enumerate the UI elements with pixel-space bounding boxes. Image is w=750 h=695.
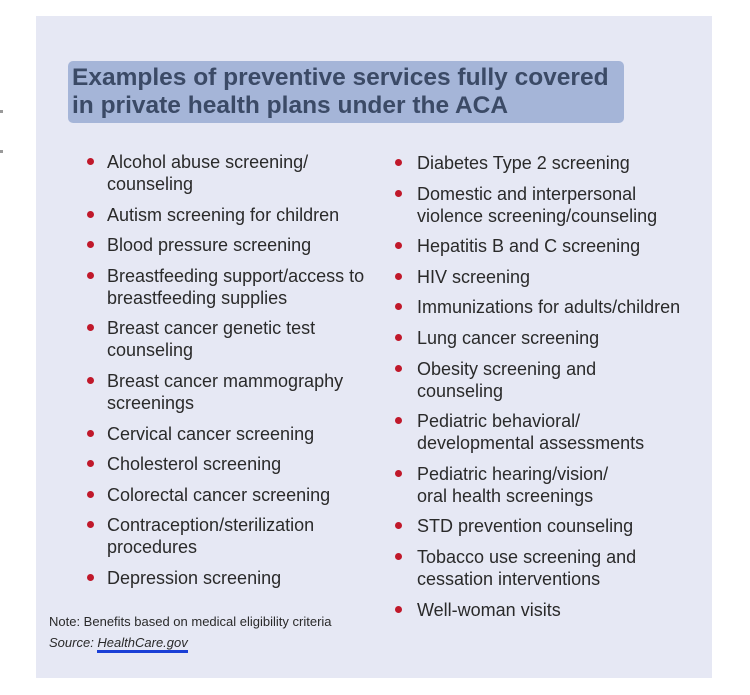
bullet-icon	[395, 606, 402, 613]
bullet-icon	[87, 491, 94, 498]
page-margin-mark	[0, 110, 3, 113]
list-item	[417, 152, 717, 174]
note-text: Note: Benefits based on medical eligibility criteria	[49, 614, 332, 629]
bullet-icon	[395, 470, 402, 477]
list-item	[417, 546, 717, 590]
infographic-title	[72, 64, 632, 120]
bullet-icon	[87, 158, 94, 165]
bullet-icon	[395, 522, 402, 529]
list-item-text: STD prevention counseling	[417, 516, 634, 537]
list-item	[417, 410, 717, 454]
list-item	[417, 327, 717, 349]
list-item-text: Pediatric behavioral/	[417, 411, 581, 432]
services-list-left	[71, 151, 381, 598]
list-item-text: Diabetes Type 2 screening	[417, 153, 630, 173]
list-item	[71, 265, 381, 309]
bullet-icon	[395, 334, 402, 341]
title-line-2: in private health plans under the ACA	[72, 92, 509, 119]
bullet-icon	[87, 521, 94, 528]
list-item	[417, 183, 717, 227]
list-item	[417, 599, 717, 621]
list-item-text: Depression screening	[107, 567, 282, 588]
list-item	[71, 453, 381, 475]
bullet-icon	[395, 303, 402, 310]
list-item	[71, 370, 381, 414]
list-item-text: cessation interventions	[417, 568, 601, 589]
list-item-text: Well-woman visits	[417, 599, 561, 620]
list-item-text: Autism screening for children	[107, 204, 340, 225]
list-item	[417, 463, 717, 507]
list-item	[417, 266, 717, 288]
list-item-text: counseling	[107, 340, 194, 361]
list-item	[71, 423, 381, 445]
infographic-panel	[36, 16, 712, 678]
list-item-text: counseling	[107, 174, 194, 194]
list-item	[71, 234, 381, 256]
list-item-text: screenings	[107, 392, 195, 413]
list-item-text: violence screening/counseling	[417, 205, 658, 226]
list-item	[417, 358, 717, 402]
list-item	[417, 235, 717, 257]
bullet-icon	[395, 190, 402, 197]
list-item-text: breastfeeding supplies	[107, 287, 288, 308]
bullet-icon	[395, 553, 402, 560]
list-item	[71, 514, 381, 558]
list-item-text: Breastfeeding support/access to	[107, 265, 365, 286]
list-item	[71, 567, 381, 589]
bullet-icon	[87, 460, 94, 467]
list-item-text: Contraception/sterilization	[107, 515, 315, 536]
bullet-icon	[87, 272, 94, 279]
source-line	[49, 635, 188, 650]
bullet-icon	[395, 273, 402, 280]
list-item-text: Alcohol abuse screening/	[107, 152, 309, 172]
list-item-text: Obesity screening and	[417, 358, 597, 379]
bullet-icon	[395, 159, 402, 166]
list-item	[71, 484, 381, 506]
bullet-icon	[87, 430, 94, 437]
list-item	[417, 296, 717, 318]
bullet-icon	[395, 365, 402, 372]
bullet-icon	[87, 211, 94, 218]
list-item-text: Hepatitis B and C screening	[417, 236, 641, 257]
list-item-text: Lung cancer screening	[417, 327, 600, 348]
services-list-right	[417, 152, 717, 629]
page-margin-mark	[0, 150, 3, 153]
bullet-icon	[87, 324, 94, 331]
list-item-text: procedures	[107, 537, 198, 558]
source-label: Source:	[49, 635, 98, 650]
list-item-text: Breast cancer genetic test	[107, 318, 316, 339]
list-item-text: Tobacco use screening and	[417, 546, 637, 567]
list-item-text: developmental assessments	[417, 433, 645, 454]
list-item	[71, 204, 381, 226]
list-item-text: Immunizations for adults/children	[417, 297, 681, 318]
list-item-text: HIV screening	[417, 266, 531, 287]
list-item-text: Cholesterol screening	[107, 454, 282, 475]
bullet-icon	[87, 241, 94, 248]
list-item-text: Colorectal cancer screening	[107, 484, 331, 505]
bullet-icon	[395, 417, 402, 424]
list-item-text: counseling	[417, 380, 504, 401]
list-item-text: Breast cancer mammography	[107, 370, 344, 391]
list-item-text: oral health screenings	[417, 485, 594, 506]
bullet-icon	[87, 574, 94, 581]
list-item	[71, 151, 381, 195]
list-item	[71, 317, 381, 361]
list-item-text: Domestic and interpersonal	[417, 183, 637, 204]
source-link[interactable]: HealthCare.gov	[97, 635, 187, 653]
list-item-text: Pediatric hearing/vision/	[417, 463, 609, 484]
bullet-icon	[395, 242, 402, 249]
bullet-icon	[87, 377, 94, 384]
title-line-1: Examples of preventive services fully covered	[72, 64, 609, 91]
list-item-text: Cervical cancer screening	[107, 423, 315, 444]
list-item-text: Blood pressure screening	[107, 235, 312, 256]
list-item	[417, 515, 717, 537]
